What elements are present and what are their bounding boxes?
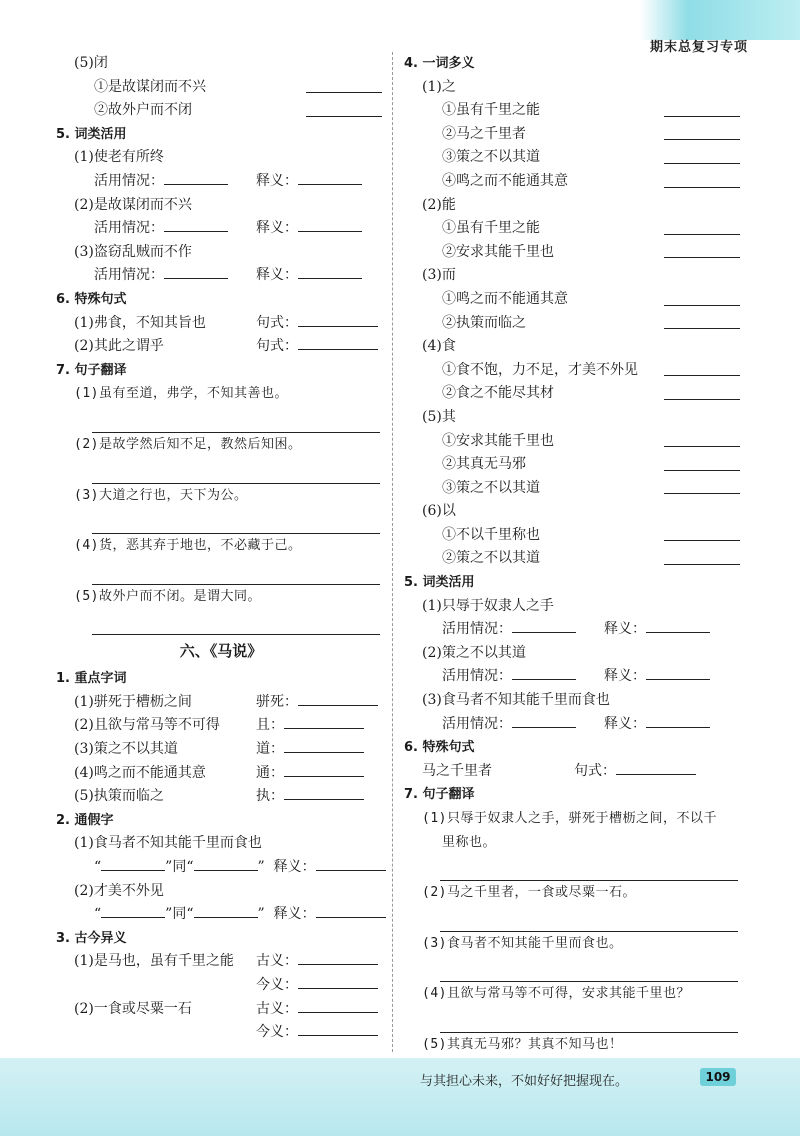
translate-item: (4)货，恶其弃于地也，不必藏于己。 — [74, 538, 302, 554]
answer-blank[interactable] — [512, 665, 576, 680]
polysemy-head: (1)之 — [422, 78, 456, 95]
section-title: 4. 一词多义 — [404, 56, 475, 71]
item-text: ①不以千里称也 — [442, 526, 540, 543]
section-title: 6. 特殊句式 — [404, 740, 475, 756]
usage-label: 活用情况： — [94, 172, 164, 189]
list-item: (2)一食或尽粟一石 古义： — [56, 998, 386, 1022]
usage-row — [56, 264, 386, 288]
item-text: ②马之千里者 — [442, 125, 526, 142]
item-text: ①虽有千里之能 — [442, 220, 540, 237]
item-text: ③策之不以其道 — [442, 149, 540, 166]
list-item — [404, 382, 744, 406]
answer-blank[interactable] — [298, 998, 378, 1013]
usage-row: 活用情况： 释义： — [404, 713, 744, 737]
list-item — [56, 99, 386, 123]
section-title: 5. 词类活用 — [404, 575, 475, 591]
answer-blank[interactable] — [284, 714, 364, 729]
answer-blank[interactable] — [316, 903, 386, 918]
polysemy-head: (3)而 — [422, 267, 456, 284]
usage-row — [56, 217, 386, 241]
list-item — [56, 312, 386, 336]
answer-line[interactable] — [92, 558, 380, 585]
item-text: (2)策之不以其道 — [422, 644, 526, 661]
meaning-label: 释义： — [256, 267, 298, 284]
answer-line[interactable] — [92, 457, 380, 484]
answer-blank[interactable] — [164, 264, 228, 279]
section-title: 3. 古今异义 — [56, 930, 127, 946]
answer-blank[interactable] — [664, 233, 740, 235]
polysemy-head: (2)能 — [422, 196, 456, 213]
polysemy-groups — [404, 76, 744, 571]
answer-blank[interactable] — [164, 217, 228, 232]
item-text: (3)盗窃乱贼而不作 — [74, 243, 192, 260]
list-item: (4)鸣之而不能通其意 通： — [56, 762, 386, 786]
answer-blank[interactable] — [298, 217, 362, 232]
item-text: ①虽有千里之能 — [442, 102, 540, 119]
left-column — [56, 52, 386, 1045]
answer-blank[interactable] — [664, 469, 740, 471]
answer-blank[interactable] — [664, 162, 740, 164]
answer-blank[interactable] — [664, 374, 740, 376]
answer-blank[interactable] — [646, 618, 710, 633]
translate-item: (5)故外户而不闭。是谓大同。 — [74, 588, 261, 604]
answer-blank[interactable] — [664, 539, 740, 541]
list-item — [404, 547, 744, 571]
sentence-type-field: 句式： — [256, 312, 378, 336]
list-item: (1)骈死于槽枥之间 骈死： — [56, 691, 386, 715]
item-text: ②故外户而不闭 — [94, 102, 192, 119]
list-item — [56, 335, 386, 359]
section-title: 5. 词类活用 — [56, 126, 127, 142]
list-item: 今义： — [56, 974, 386, 998]
right-column — [404, 52, 744, 1084]
answer-blank[interactable] — [664, 492, 740, 494]
section-title: 6. 特殊句式 — [56, 291, 127, 307]
tongjia-row: “ ”同“ ” 释义： — [56, 903, 386, 927]
translate-item: (4)且欲与常马等不可得，安求其能千里也？ — [422, 986, 690, 1002]
answer-blank[interactable] — [664, 304, 740, 306]
header-title: 期末总复习专项 — [649, 40, 748, 55]
answer-blank[interactable] — [284, 762, 364, 777]
usage-row: 活用情况： 释义： — [404, 665, 744, 689]
list-item — [404, 217, 744, 241]
column-divider — [392, 52, 393, 1052]
item-head: (5)闭 — [74, 55, 108, 71]
item-text: ②执策而临之 — [442, 314, 526, 331]
list-item: (1)是马也，虽有千里之能 古义： — [56, 950, 386, 974]
item-text: (2)其此之谓乎 — [74, 338, 164, 355]
list-item — [404, 99, 744, 123]
section-title: 7. 句子翻译 — [56, 362, 127, 378]
usage-label: 活用情况： — [94, 267, 164, 284]
answer-blank[interactable] — [284, 738, 364, 753]
translate-item: (3)大道之行也，天下为公。 — [74, 487, 248, 503]
answer-blank[interactable] — [664, 398, 740, 400]
item-text: ①是故谋闭而不兴 — [94, 78, 206, 95]
answer-blank[interactable] — [101, 856, 165, 871]
answer-blank[interactable] — [298, 974, 378, 989]
answer-blank[interactable] — [298, 170, 362, 185]
page-number: 109 — [700, 1068, 736, 1086]
answer-blank[interactable] — [316, 856, 386, 871]
item-text: ③策之不以其道 — [442, 479, 540, 496]
list-item — [56, 76, 386, 100]
list-item — [404, 288, 744, 312]
answer-blank[interactable] — [298, 264, 362, 279]
translate-item: (1)虽有至道，弗学，不知其善也。 — [74, 386, 288, 402]
meaning-label: 释义： — [256, 172, 298, 189]
item-text: ②其真无马邪 — [442, 456, 526, 473]
section-title: 2. 通假字 — [56, 812, 114, 828]
usage-row — [56, 170, 386, 194]
translate-item: (3)食马者不知其能千里而食也。 — [422, 935, 623, 951]
item-text: ①食不饱，力不足，才美不外见 — [442, 361, 638, 378]
answer-blank[interactable] — [616, 760, 696, 775]
item-text: (1)使老有所终 — [74, 149, 164, 166]
answer-blank[interactable] — [664, 563, 740, 565]
list-item — [404, 241, 744, 265]
answer-blank[interactable] — [664, 445, 740, 447]
polysemy-head: (6)以 — [422, 503, 456, 520]
list-item — [404, 123, 744, 147]
polysemy-head: (5)其 — [422, 408, 456, 425]
list-item — [404, 146, 744, 170]
answer-line[interactable] — [92, 507, 380, 534]
answer-blank[interactable] — [101, 903, 165, 918]
list-item — [404, 453, 744, 477]
list-item: (5)执策而临之 执： — [56, 785, 386, 809]
answer-blank[interactable] — [298, 335, 378, 350]
list-item: (2)且欲与常马等不可得 且： — [56, 714, 386, 738]
list-item: 今义： — [56, 1021, 386, 1045]
answer-blank[interactable] — [298, 1021, 378, 1036]
item-text: ①鸣之而不能通其意 — [442, 290, 568, 307]
answer-blank[interactable] — [664, 138, 740, 140]
answer-blank[interactable] — [306, 115, 382, 117]
header-band — [640, 0, 800, 40]
answer-blank[interactable] — [194, 856, 258, 871]
translate-item: (2)马之千里者，一食或尽粟一石。 — [422, 885, 636, 901]
item-text: ①安求其能千里也 — [442, 432, 554, 449]
sentence-type-field: 句式： — [256, 335, 378, 359]
answer-blank[interactable] — [646, 665, 710, 680]
answer-line[interactable] — [440, 905, 738, 932]
list-item: 马之千里者 句式： — [404, 760, 744, 784]
section-title: 1. 重点字词 — [56, 671, 127, 687]
item-text: (1)食马者不知其能千里而食也 — [74, 835, 262, 852]
polysemy-head: (4)食 — [422, 338, 456, 355]
answer-blank[interactable] — [164, 170, 228, 185]
translate-item: (5)其真无马邪？其真不知马也！ — [422, 1036, 623, 1052]
answer-line[interactable] — [440, 854, 738, 881]
answer-blank[interactable] — [664, 327, 740, 329]
section-title: 7. 句子翻译 — [404, 787, 475, 803]
list-item — [404, 359, 744, 383]
answer-line[interactable] — [92, 608, 380, 635]
answer-blank[interactable] — [298, 312, 378, 327]
answer-blank[interactable] — [664, 186, 740, 188]
list-item — [404, 430, 744, 454]
translate-item: (1)只辱于奴隶人之手，骈死于槽枥之间，不以千 — [422, 811, 717, 826]
list-item — [404, 524, 744, 548]
usage-label: 活用情况： — [94, 220, 164, 237]
answer-blank[interactable] — [194, 903, 258, 918]
item-text: (1)只辱于奴隶人之手 — [422, 597, 554, 614]
answer-line[interactable] — [440, 1006, 738, 1033]
answer-blank[interactable] — [512, 713, 576, 728]
item-text: ②安求其能千里也 — [442, 243, 554, 260]
item-text: ④鸣之而不能通其意 — [442, 172, 568, 189]
footer-motto: 与其担心未来，不如好好把握现在。 — [420, 1074, 629, 1089]
list-item — [404, 170, 744, 194]
answer-blank[interactable] — [664, 115, 740, 117]
item-text: ②食之不能尽其材 — [442, 385, 554, 402]
answer-blank[interactable] — [306, 91, 382, 93]
item-text: ②策之不以其道 — [442, 550, 540, 567]
answer-blank[interactable] — [298, 950, 378, 965]
footer-band — [0, 1058, 800, 1136]
item-text: (2)是故谋闭而不兴 — [74, 196, 192, 213]
meaning-label: 释义： — [256, 220, 298, 237]
lesson-title: 六、《马说》 — [179, 642, 263, 661]
item-text: (3)食马者不知其能千里而食也 — [422, 692, 610, 709]
item-text: (2)才美不外见 — [74, 882, 164, 899]
list-item — [404, 477, 744, 501]
answer-blank[interactable] — [284, 785, 364, 800]
answer-blank[interactable] — [646, 713, 710, 728]
answer-blank[interactable] — [512, 618, 576, 633]
translate-item: 里称也。 — [442, 834, 497, 850]
tongjia-row: “ ”同“ ” 释义： — [56, 856, 386, 880]
answer-blank[interactable] — [298, 691, 378, 706]
item-text: (1)弗食，不知其旨也 — [74, 314, 206, 331]
answer-blank[interactable] — [664, 256, 740, 258]
usage-row: 活用情况： 释义： — [404, 618, 744, 642]
list-item — [404, 312, 744, 336]
list-item: (3)策之不以其道 道： — [56, 738, 386, 762]
answer-line[interactable] — [440, 955, 738, 982]
answer-line[interactable] — [92, 406, 380, 433]
translate-item: (2)是故学然后知不足，教然后知困。 — [74, 436, 302, 452]
